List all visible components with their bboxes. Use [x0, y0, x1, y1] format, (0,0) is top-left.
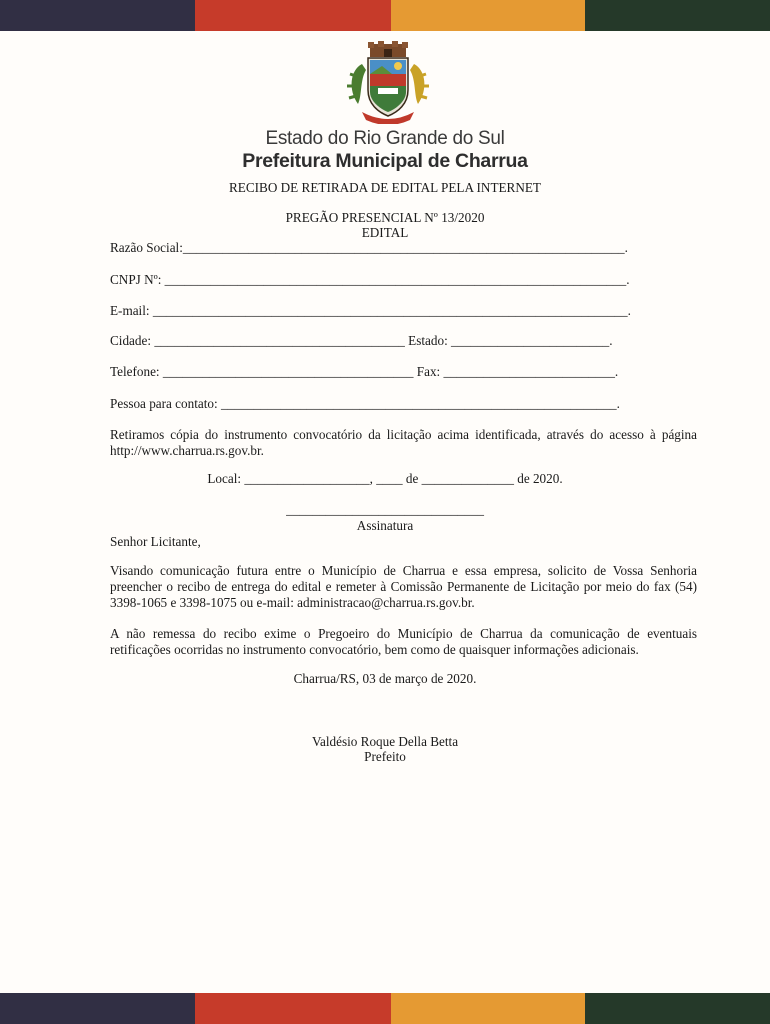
top-color-stripe: [0, 0, 770, 31]
cidade-estado-field: Cidade: ______________________________________ Estado: ________________________.: [110, 333, 613, 348]
email-field: E-mail: ________________________________________________________________________.: [110, 303, 631, 318]
paragraph-communication: Visando comunicação futura entre o Município de Charrua e essa empresa, solicito de Vossa Senhoria preencher o recibo de entrega do edital e remeter à Comissão Permanente de Licitação por meio do fax (54) 3398-1065 e 3398-1075 ou e-mail: administracao@charrua.rs.gov.br.: [110, 563, 697, 610]
process-number: PREGÃO PRESENCIAL Nº 13/2020: [285, 210, 485, 225]
stripe-segment-orange: [391, 0, 585, 31]
stripe-segment-navy: [0, 993, 195, 1024]
local-date-line: Local: ___________________, ____ de ______________ de 2020.: [207, 471, 563, 486]
signature-line: ______________________________: [286, 502, 484, 517]
coat-of-arms-icon: [340, 40, 436, 124]
stripe-segment-green: [585, 0, 770, 31]
document-title: RECIBO DE RETIRADA DE EDITAL PELA INTERNET: [229, 180, 541, 195]
signature-label: Assinatura: [356, 518, 414, 533]
date-line: Charrua/RS, 03 de março de 2020.: [293, 671, 477, 686]
edital-label: EDITAL: [361, 225, 409, 240]
stripe-segment-green: [585, 993, 770, 1024]
razao-social-field: Razão Social:___________________________________________________________________.: [110, 240, 628, 255]
paragraph-remessa: A não remessa do recibo exime o Pregoeiro do Município de Charrua da comunicação de eventuais retificações ocorridas no instrumento convocatório, bem como de quaisquer informações adicionais.: [110, 626, 697, 657]
stripe-segment-orange: [391, 993, 585, 1024]
retiramos-paragraph: Retiramos cópia do instrumento convocatório da licitação acima identificada, através do acesso à página http://www.charrua.rs.gov.br.: [110, 427, 697, 458]
signer-title: Prefeito: [364, 749, 406, 764]
stripe-segment-navy: [0, 0, 195, 31]
bottom-color-stripe: [0, 993, 770, 1024]
greeting: Senhor Licitante,: [110, 534, 201, 549]
municipality-name: Prefeitura Municipal de Charrua: [242, 150, 528, 172]
stripe-segment-red: [195, 0, 391, 31]
pessoa-contato-field: Pessoa para contato: ____________________________________________________________.: [110, 396, 620, 411]
signer-name: Valdésio Roque Della Betta: [311, 734, 459, 749]
state-name: Estado do Rio Grande do Sul: [265, 128, 505, 149]
stripe-segment-red: [195, 993, 391, 1024]
cnpj-field: CNPJ Nº: ______________________________________________________________________.: [110, 272, 630, 287]
telefone-fax-field: Telefone: ______________________________________ Fax: __________________________.: [110, 364, 619, 379]
